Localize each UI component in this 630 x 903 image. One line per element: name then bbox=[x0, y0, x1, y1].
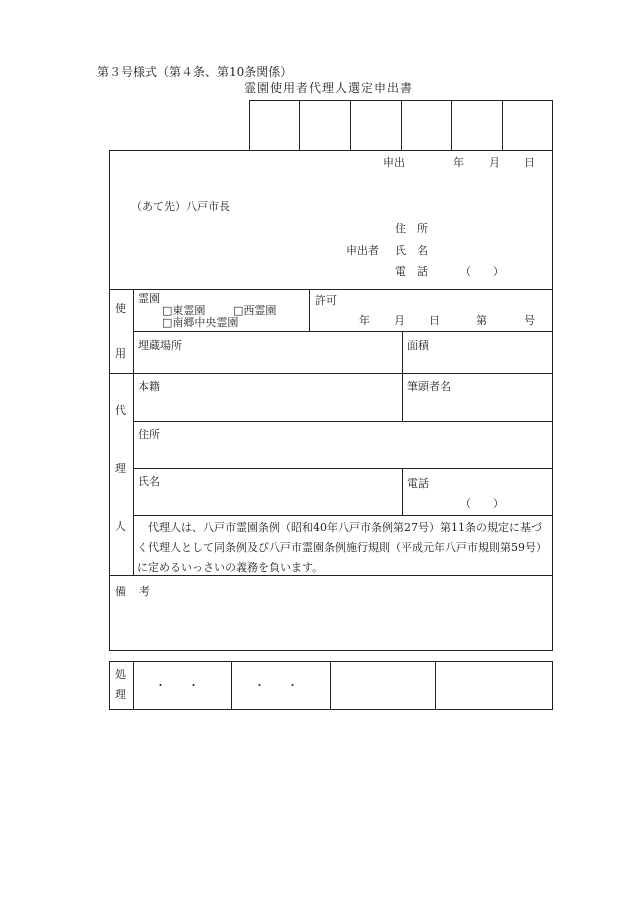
processing-label-1: 処 bbox=[115, 668, 126, 681]
reception-box-divider bbox=[401, 100, 402, 151]
divider-agent bbox=[109, 373, 553, 374]
applicant-phone-label: 電 話 bbox=[395, 265, 428, 278]
processing-divider bbox=[231, 661, 232, 710]
agent-side-label-1: 代 bbox=[115, 404, 126, 417]
divider-agent-address bbox=[133, 421, 553, 422]
processing-date-dots-2: ・ ・ bbox=[254, 679, 298, 692]
remarks-label-1: 備 bbox=[115, 585, 126, 598]
processing-date-dots-1: ・ ・ bbox=[155, 679, 199, 692]
usage-side-label-1: 使 bbox=[115, 302, 126, 315]
agent-phone-label: 電話 bbox=[407, 477, 429, 490]
processing-divider bbox=[435, 661, 436, 710]
permit-number-prefix: 第 bbox=[476, 314, 487, 327]
form-title: 霊園使用者代理人選定申出書 bbox=[244, 81, 414, 95]
reception-box-divider bbox=[350, 100, 351, 151]
agent-phone-parens: （ ） bbox=[460, 497, 504, 510]
addressee: （あて先）八戸市長 bbox=[131, 200, 230, 213]
permit-month: 月 bbox=[394, 314, 405, 327]
reception-box-divider bbox=[299, 100, 300, 151]
reception-box-divider bbox=[451, 100, 452, 151]
agent-address-label: 住所 bbox=[138, 428, 160, 441]
applicant-label: 申出者 bbox=[346, 244, 379, 257]
cemetery-option-nango[interactable]: □南郷中央霊園 bbox=[162, 316, 239, 329]
cemetery-label: 霊園 bbox=[138, 292, 160, 305]
cemetery-option-west[interactable]: □西霊園 bbox=[233, 304, 277, 317]
applicant-address-label: 住 所 bbox=[395, 222, 428, 235]
agent-side-label-2: 理 bbox=[115, 462, 126, 475]
divider-agent-declaration bbox=[133, 515, 553, 516]
remarks-label-2: 考 bbox=[139, 585, 150, 598]
application-month: 月 bbox=[489, 156, 500, 169]
side-label-divider bbox=[133, 289, 134, 575]
household-head-label: 筆頭者名 bbox=[407, 380, 451, 393]
permit-divider bbox=[309, 289, 310, 331]
applicant-phone-parens: （ ） bbox=[460, 265, 504, 278]
form-number: 第３号様式（第４条、第10条関係） bbox=[97, 65, 293, 79]
application-day: 日 bbox=[524, 156, 535, 169]
divider-application bbox=[109, 289, 553, 290]
permit-year: 年 bbox=[359, 314, 370, 327]
processing-divider bbox=[133, 661, 134, 710]
agent-name-label: 氏名 bbox=[138, 475, 160, 488]
reception-box-divider bbox=[502, 100, 503, 151]
application-year: 年 bbox=[453, 156, 464, 169]
usage-side-label-2: 用 bbox=[115, 347, 126, 360]
area-label: 面積 bbox=[407, 339, 429, 352]
agent-side-label-3: 人 bbox=[115, 520, 126, 533]
divider-agent-name bbox=[133, 468, 553, 469]
household-head-divider bbox=[402, 373, 403, 421]
permit-day: 日 bbox=[429, 314, 440, 327]
permit-number-suffix: 号 bbox=[524, 314, 535, 327]
application-date-label: 申出 bbox=[383, 156, 405, 169]
phone-divider bbox=[402, 468, 403, 515]
applicant-name-label: 氏 名 bbox=[395, 244, 428, 257]
area-divider bbox=[402, 331, 403, 373]
processing-divider bbox=[330, 661, 331, 710]
divider-usage-inner bbox=[133, 331, 553, 332]
cemetery-option-east[interactable]: □東霊園 bbox=[162, 304, 206, 317]
agent-declaration: 代理人は、八戸市霊園条例（昭和40年八戸市条例第27号）第11条の規定に基づく代理人として同条例及び八戸市霊園条例施行規則（平成元年八戸市規則第59号）に定めるいっさいの義務を負います。 bbox=[137, 521, 547, 574]
burial-place-label: 埋蔵場所 bbox=[138, 339, 182, 352]
permit-label: 許可 bbox=[315, 294, 337, 307]
domicile-label: 本籍 bbox=[138, 380, 160, 393]
processing-label-2: 理 bbox=[115, 688, 126, 701]
